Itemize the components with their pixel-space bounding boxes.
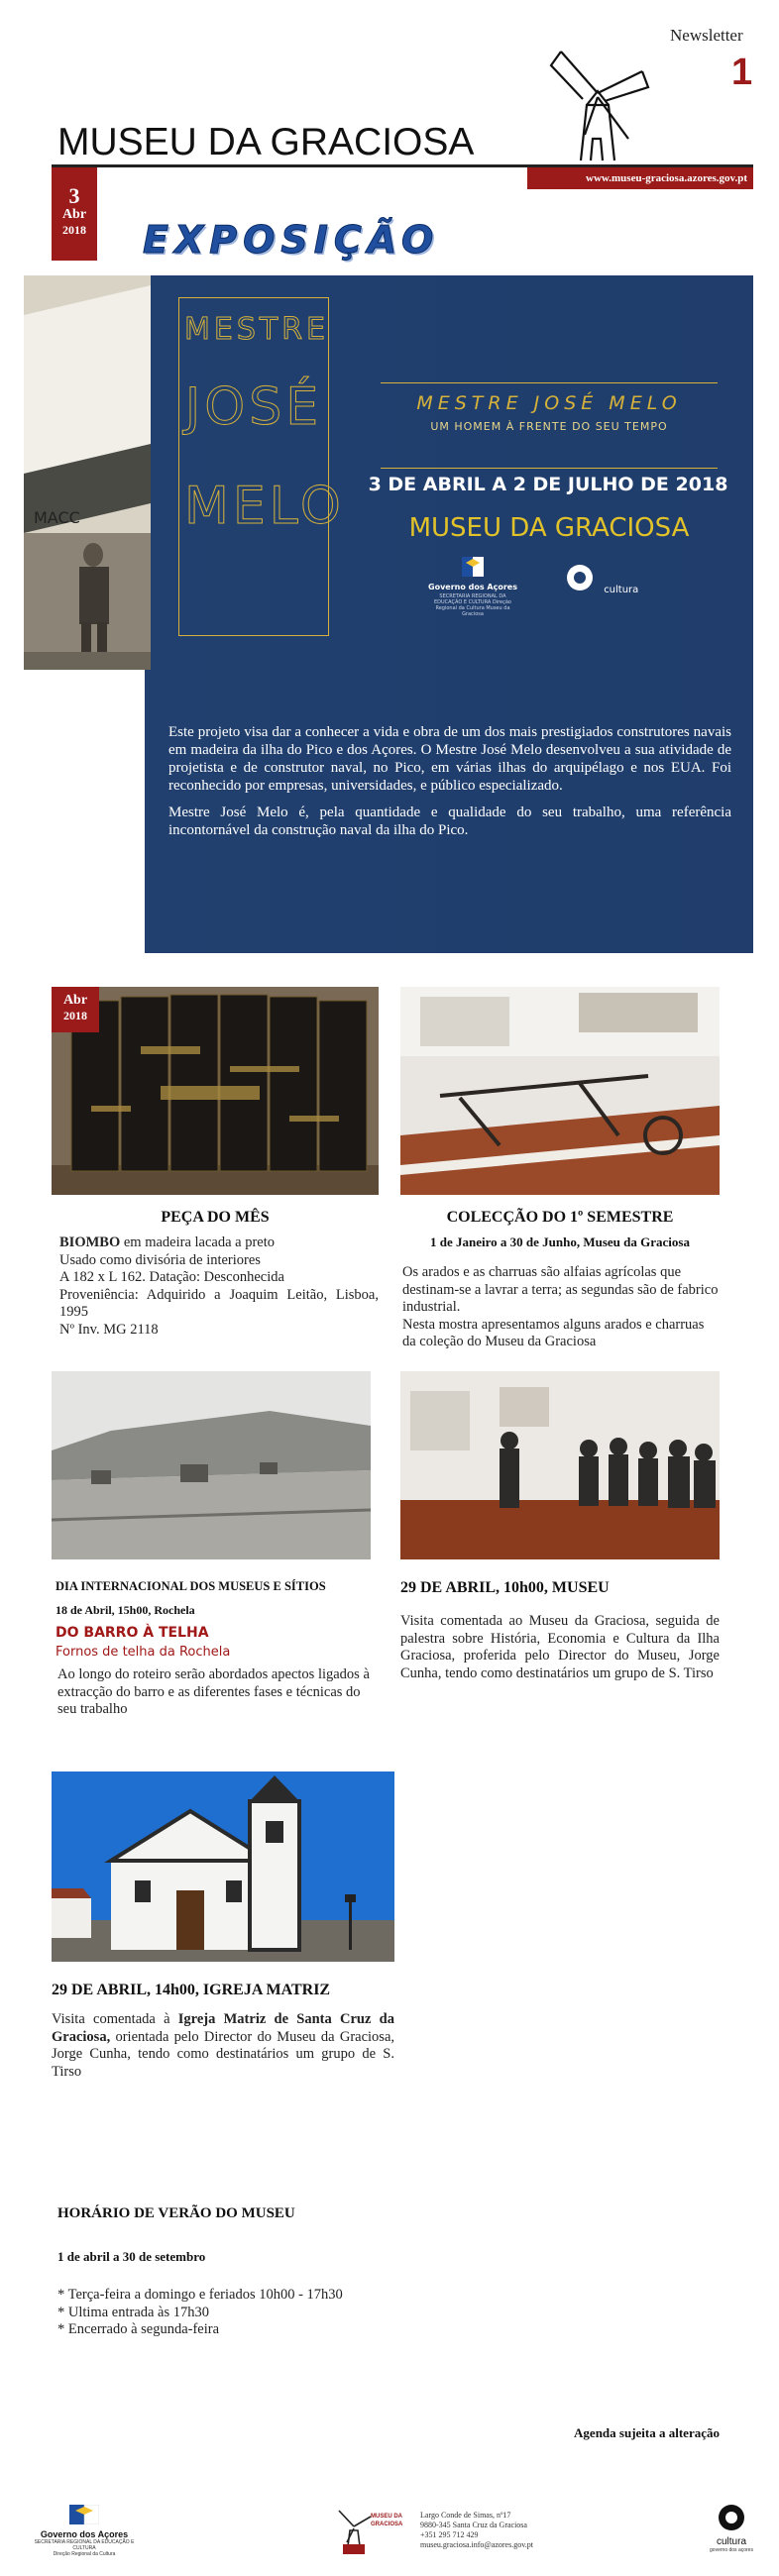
poster-paragraph-1: Este projeto visa dar a conhecer a vida e obra de um dos mais prestigiados construtores navais em madeira da ilha do Pico e dos Açores. O Mestre José Melo desenvolveu a sua atividade de projetista e de construtor naval, no Pico, em várias ilhas do arquipélago e nos EUA. Foi reconhecido por empresas, universidades, e público especializado.: [168, 724, 731, 794]
museum-day-event-title: DO BARRO À TELHA: [56, 1625, 209, 1641]
poster-venue: MUSEU DA GRACIOSA: [408, 513, 690, 543]
azores-flag-icon: [69, 2505, 99, 2524]
date-day: 3: [68, 183, 80, 208]
svg-text:MACC: MACC: [34, 508, 80, 527]
visit-church-title: 29 DE ABRIL, 14h00, IGREJA MATRIZ: [52, 1982, 331, 1998]
rochela-landscape-photo: [52, 1371, 371, 1559]
windmill-small-icon: [333, 2507, 373, 2556]
footer-cultura-logo: [702, 2503, 761, 2553]
church-photo: [52, 1771, 394, 1962]
schedule-notice: Agenda sujeita a alteração: [574, 2425, 720, 2440]
cultura-logo-icon: [565, 563, 601, 592]
museum-title: MUSEU DA GRACIOSA: [57, 121, 475, 163]
poster-title: MESTRE JOSÉ MELO: [416, 392, 682, 414]
poster-gold-rule-top: [381, 382, 718, 383]
footer-museum-logo-text: MUSEU DA GRACIOSA: [371, 2514, 403, 2527]
summer-hours-period: 1 de abril a 30 de setembro: [57, 2249, 206, 2264]
footer-gov-sub-1: SECRETARIA REGIONAL DA EDUCAÇÃO E CULTURA: [34, 2539, 135, 2551]
poster-subtitle: UM HOMEM À FRENTE DO SEU TEMPO: [430, 420, 668, 433]
summer-hours-schedule: [57, 2287, 454, 2339]
website-link[interactable]: www.museu-graciosa.azores.gov.pt: [527, 167, 753, 189]
poster-name-line-3: MELO: [184, 477, 345, 536]
footer-address-1: Largo Conde de Simas, nº17: [420, 2511, 511, 2520]
footer-cultura-sub: governo dos açores: [710, 2547, 753, 2553]
footer-gov-name: Governo dos Açores: [40, 2529, 129, 2539]
collection-description: [402, 1264, 720, 1351]
poster-gov-name: Governo dos Açores: [428, 583, 517, 591]
poster-dates: 3 DE ABRIL A 2 DE JULHO DE 2018: [368, 474, 728, 495]
collection-paragraph-2: Nesta mostra apresentamos alguns arados e charruas da coleção do Museu da Graciosa: [402, 1316, 705, 1349]
collection-subtitle: 1 de Janeiro a 30 de Junho, Museu da Graciosa: [430, 1234, 690, 1249]
piece-line-1: em madeira lacada a preto: [123, 1234, 276, 1250]
boat-and-man-photo: [24, 275, 151, 670]
summer-hours-title: HORÁRIO DE VERÃO DO MUSEU: [57, 2205, 295, 2221]
summer-hours-line-2: * Ultima entrada às 17h30: [57, 2304, 210, 2320]
footer-address: [420, 2511, 579, 2550]
summer-hours-line-3: * Encerrado à segunda-feira: [57, 2321, 220, 2337]
piece-of-month-details: [59, 1234, 379, 1339]
azores-flag-icon: [462, 557, 484, 577]
visit-museum-description: Visita comentada ao Museu da Graciosa, seguida de palestra sobre História, Economia e Cultura da Ilha Graciosa, proferida pelo Director do Museu, Jorge Cunha, tendo como destinatários um grupo de S. Tirso: [400, 1613, 720, 1681]
piece-line-2: Usado como divisória de interiores: [59, 1251, 261, 1268]
footer-gov-sub-2: Direção Regional da Cultura: [53, 2551, 116, 2557]
folding-screen-photo: [52, 987, 379, 1195]
newsletter-label: Newsletter: [670, 26, 743, 45]
poster-cultura-logo: [565, 563, 638, 595]
poster-description: [168, 723, 731, 848]
poster-name-line-1: MESTRE: [184, 312, 330, 347]
piece-tag-month: Abr: [62, 993, 88, 1008]
date-year: 2018: [62, 223, 86, 237]
summer-hours-line-1: * Terça-feira a domingo e feriados 10h00 - 17h30: [57, 2287, 343, 2303]
visit-museum-title: 29 DE ABRIL, 10h00, MUSEU: [400, 1579, 610, 1596]
footer-address-4[interactable]: museu.graciosa.info@azores.gov.pt: [420, 2540, 533, 2549]
poster-cultura-label: cultura: [604, 585, 639, 595]
issue-number: 1: [731, 52, 753, 93]
piece-line-4: Proveniência: Adquirido a Joaquim Leitão, Lisboa, 1995: [59, 1286, 379, 1320]
footer-cultura-label: cultura: [716, 2536, 746, 2547]
date-month: Abr: [61, 207, 87, 222]
museum-day-event-sub: Fornos de telha da Rochela: [56, 1645, 231, 1660]
guided-visit-photo: [400, 1371, 720, 1559]
piece-date-tag: [52, 987, 99, 1032]
poster-vertical-name: [184, 302, 345, 556]
footer-gov-logo: [30, 2505, 139, 2557]
collection-paragraph-1: Os arados e as charruas são alfaias agrícolas que destinam-se a lavrar a terra; as segundas são de fabrico industrial.: [402, 1264, 719, 1315]
piece-line-3: A 182 x L 162. Datação: Desconhecida: [59, 1269, 284, 1285]
poster-gov-sub: SECRETARIA REGIONAL DA EDUCAÇÃO E CULTURA Direção Regional da Cultura Museu da Graciosa: [434, 593, 511, 617]
cultura-logo-icon: [712, 2503, 751, 2532]
collection-title: COLECÇÃO DO 1º SEMESTRE: [446, 1209, 674, 1226]
poster-historic-photo: [24, 275, 151, 670]
piece-line-5: Nº Inv. MG 2118: [59, 1321, 159, 1338]
piece-of-month-title: PEÇA DO MÊS: [161, 1209, 270, 1226]
footer-address-2: 9880-345 Santa Cruz da Graciosa: [420, 2521, 527, 2529]
piece-item-name: BIOMBO: [59, 1234, 121, 1250]
museum-day-title: DIA INTERNACIONAL DOS MUSEUS E SÍTIOS: [56, 1579, 326, 1593]
piece-tag-year: 2018: [63, 1009, 87, 1022]
poster-paragraph-2: Mestre José Melo é, pela quantidade e qualidade do seu trabalho, uma referência incontornável da construção naval da ilha do Pico.: [168, 805, 731, 838]
visit-church-text-pre: Visita comentada à: [52, 2011, 170, 2027]
museum-day-description: Ao longo do roteiro serão abordados apectos ligados à extracção do barro e as diferentes fases e técnicas do seu trabalho: [57, 1666, 370, 1717]
plough-exhibit-photo: [400, 987, 720, 1195]
footer-address-3: +351 295 712 429: [420, 2530, 479, 2539]
windmill-logo-icon: [543, 44, 652, 162]
poster-name-line-2: JOSÉ: [184, 377, 323, 437]
poster-gov-logo: [428, 557, 517, 617]
exhibition-heading: EXPOSIÇÃO: [143, 218, 440, 262]
visit-church-name: Igreja Matriz de Santa Cruz da Graciosa,: [52, 2011, 394, 2045]
date-badge: [52, 167, 97, 261]
visit-church-description: [52, 2011, 394, 2081]
museum-day-when: 18 de Abril, 15h00, Rochela: [56, 1603, 195, 1617]
poster-gold-rule-bottom: [381, 468, 718, 469]
visit-church-text-post: orientada pelo Director do Museu da Graciosa, Jorge Cunha, tendo como destinatários um grupo de S. Tirso: [52, 2028, 395, 2080]
footer-museum-logo: [333, 2507, 404, 2556]
